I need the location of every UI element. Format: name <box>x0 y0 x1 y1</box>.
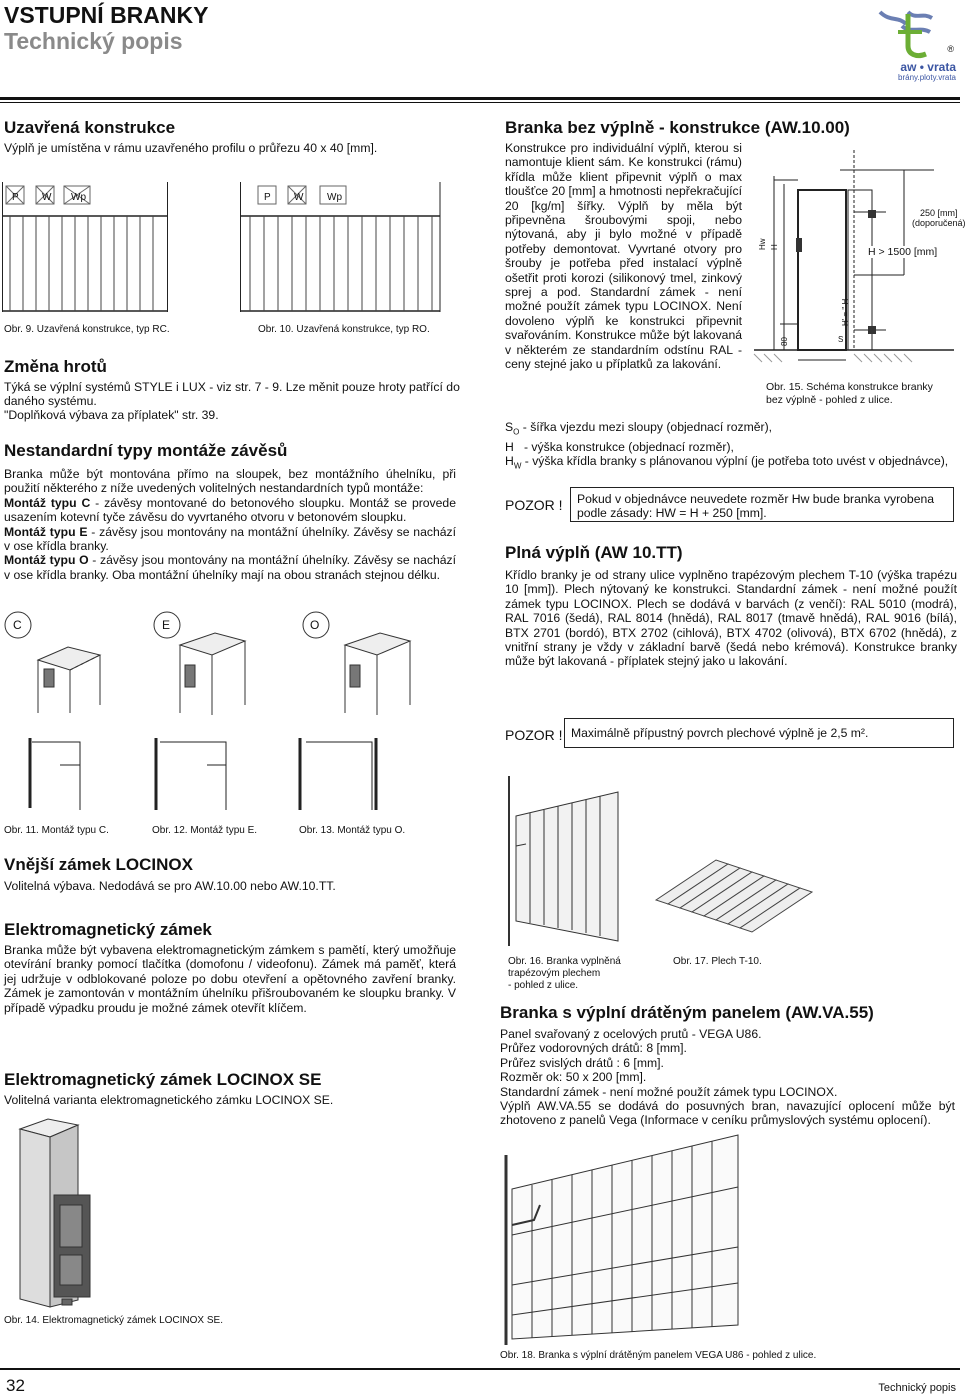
dim-250 <box>912 208 966 228</box>
lbl-80: 80 <box>780 337 789 346</box>
lock-text: Volitelná výbava. Nedodává se pro AW.10.00 nebo AW.10.TT. <box>4 879 336 893</box>
dim-h: H > 1500 [mm] <box>868 246 938 258</box>
mount-c-label: Montáž typu C <box>4 495 91 510</box>
figure-aw1000-scheme <box>754 150 966 380</box>
logo-subtext: brány.ploty.vrata <box>898 73 956 82</box>
page-number: 32 <box>6 1376 25 1395</box>
va55-line1: Panel svařovaný z ocelových prutů - VEGA U86. <box>500 1027 762 1041</box>
aw1000-text: Konstrukce pro individuální výplň, kterou si namontuje klient sám. Ke konstrukci (rámu) křídla může klient připevnit výplň o max tloušťce 20 [mm] a hmotnosti nepřekračující 20 [kg/m] šířky. Výplň by měla být připevněna šroubovými spoji, nebo nýtovaná, aby ji bylo možné v případě potřeby demontovat. Vyvrtané otvory pro šrouby je potřeba před instalací výplně ošetřit proti korozi (silikonový tmel, zinkový sprej a pod. Standardní zámek - není možné použít zámek typu LOCINOX. Není dovoleno výplň ke konstrukci připevnit svařováním. Konstrukce může být lakovaná v některém ze standardním odstínu RAL - ceny stejné jako u příplatků za lakování. <box>505 141 742 372</box>
lbl-hprime: H' = " H <box>841 298 850 326</box>
mount-figures-top <box>0 605 450 720</box>
figure-tt-gate <box>508 776 643 946</box>
def-h-text: - výška konstrukce (objednací rozměr), <box>523 439 734 454</box>
figure-t10-sheet <box>656 850 816 945</box>
va55-line2: Průřez vodorovných drátů: 8 [mm]. <box>500 1041 687 1056</box>
va55-line4: Rozměr ok: 50 x 200 [mm]. <box>500 1070 647 1085</box>
fig-label-w-ro: W <box>294 192 304 203</box>
caption-fig17: Obr. 17. Plech T-10. <box>673 956 762 967</box>
caption-fig13: Obr. 13. Montáž typu O. <box>299 825 406 836</box>
header-rule <box>0 97 960 100</box>
logo-text: aw • vrata <box>900 60 956 74</box>
def-so-text: - šířka vjezdu mezi sloupy (objednací rozměr), <box>522 420 773 434</box>
va55-line6: Výplň AW.VA.55 se dodává do posuvných bran, navazující oplocení může být zhotoveno z panelů Vega (Informace v ceníku průmyslových systému oplocení). <box>500 1099 955 1128</box>
page-subtitle: Technický popis <box>4 28 183 54</box>
caption-fig12: Obr. 12. Montáž typu E. <box>152 825 258 836</box>
dim-250-value: 250 [mm] <box>920 208 958 218</box>
caption-fig18: Obr. 18. Branka s výplní drátěným panelem VEGA U86 - pohled z ulice. <box>500 1350 817 1361</box>
figure-va55-gate <box>498 1125 748 1345</box>
fig-label-p: P <box>12 192 19 203</box>
tips-line2: daného systému. <box>4 394 97 408</box>
section-title-em-se: Elektromagnetický zámek LOCINOX SE <box>4 1070 322 1089</box>
mount-type-c <box>4 496 456 525</box>
tips-line3: "Doplňková výbava za příplatek" str. 39. <box>4 408 219 422</box>
mount-label-o: O <box>310 618 320 632</box>
footer-rule <box>0 1368 960 1370</box>
fig-label-wp-ro: Wp <box>327 192 342 203</box>
mount-type-e <box>4 525 456 554</box>
pozor-label-1: POZOR ! <box>505 497 563 513</box>
caption-fig16a: Obr. 16. Branka vyplněná <box>508 956 621 967</box>
company-logo <box>868 4 956 80</box>
mount-o-text: - závěsy jsou montovány na montážní úhelníky. Závěsy se nachází v ose křídla branky. Oba montážní úhelníky mají na obou stranách stejnou délku. <box>4 553 456 582</box>
definitions <box>505 420 955 474</box>
va55-line5: Standardní zámek - není možné použít zámek typu LOCINOX. <box>500 1084 838 1099</box>
section-title-va55: Branka s výplní drátěným panelem (AW.VA.55) <box>500 1003 874 1022</box>
caption-fig15b: bez výplně - pohled z ulice. <box>766 394 893 406</box>
va55-line3: Průřez svislých drátů : 6 [mm]. <box>500 1055 664 1070</box>
figure-closed-ro <box>240 182 440 322</box>
footer-title: Technický popis <box>878 1382 956 1394</box>
mount-figures-plan <box>0 730 450 820</box>
section-title-tips: Změna hrotů <box>4 357 107 376</box>
em-text: Branka může být vybavena elektromagnetickým zámkem s pamětí, který umožňuje otevírání branky pomocí tlačítka (domofonu / videofonu). Zámek má paměť, která jej udržuje v odblokované poloze po dobu otevření a opětovného zavření branky. Zámek je zamontován v montážním úhelníku přišroubovaném ke sloupku branky. V případě výpadku proudu je možné zámek otevřít klíčem. <box>4 943 456 1015</box>
va55-text <box>500 1027 955 1128</box>
fig-label-wp: Wp <box>71 192 86 203</box>
section-title-em: Elektromagnetický zámek <box>4 920 212 939</box>
lbl-so: S <box>838 335 844 344</box>
caption-fig16b: trapézovým plechem <box>508 968 601 979</box>
fig-label-p-ro: P <box>264 192 271 203</box>
caption-fig11: Obr. 11. Montáž typu C. <box>4 825 109 836</box>
em-se-text: Volitelná varianta elektromagnetického zámku LOCINOX SE. <box>4 1093 334 1107</box>
caption-fig15a: Obr. 15. Schéma konstrukce branky <box>766 381 933 393</box>
fig-label-w: W <box>42 192 52 203</box>
def-h: H - výška konstrukce (objednací rozměr), <box>505 439 734 454</box>
def-hw-text: - výška křídla branky s plánovanou výplní (je potřeba toto uvést v objednávce), <box>524 454 949 469</box>
section-title-tt: Plná výplň (AW 10.TT) <box>505 543 683 562</box>
mount-intro: Branka může být montována přímo na sloupek, bez montážního úhelníku, při použití některého z níže uvedených volitelných nestandardních typů montáže: <box>4 467 456 496</box>
mount-type-o <box>4 553 456 582</box>
mount-label-e: E <box>162 618 171 632</box>
lbl-h: H <box>770 244 779 250</box>
mount-c-text: - závěsy montované do betonového sloupku. Montáž se provede usazením kotevní tyče závěsu do vyvrtaného otvoru v betonovém sloupku. <box>4 495 456 525</box>
caption-fig16c: - pohled z ulice. <box>508 980 579 991</box>
pozor-label-2: POZOR ! <box>505 727 563 743</box>
lbl-hw: Hw <box>758 238 767 250</box>
closed-text: Výplň je umístěna v rámu uzavřeného profilu o průřezu 40 x 40 [mm]. <box>4 141 378 155</box>
registered-mark: ® <box>947 44 954 54</box>
section-title-mount: Nestandardní typy montáže závěsů <box>4 441 288 460</box>
header-rule-thin <box>0 102 960 103</box>
def-so: $S_O$ - šířka vjezdu mezi sloupy (objednací rozměr), <box>505 420 773 437</box>
caption-fig9: Obr. 9. Uzavřená konstrukce, typ RC. <box>4 324 170 335</box>
pozor-box-1: Pokud v objednávce neuvedete rozměr Hw bude branka vyrobena podle zásady: HW = H + 250 [mm]. <box>570 487 954 522</box>
caption-fig14: Obr. 14. Elektromagnetický zámek LOCINOX SE. <box>4 1315 223 1326</box>
section-title-aw1000: Branka bez výplně - konstrukce (AW.10.00) <box>505 118 850 137</box>
dim-250-note: (doporučená) <box>912 218 966 228</box>
def-hw: $H_W$ - výška křídla branky s plánovanou výplní (je potřeba toto uvést v objednávce), <box>505 454 949 471</box>
tips-line1: Týká se výplní systémů STYLE i LUX - viz str. 7 - 9. Lze měnit pouze hroty patřící do <box>4 380 460 394</box>
figure-closed-rc <box>2 182 177 322</box>
pozor-box-2: Maximálně přípustný povrch plechové výplně je 2,5 m². <box>564 718 954 748</box>
section-title-closed: Uzavřená konstrukce <box>4 118 176 137</box>
mount-label-c: C <box>13 618 22 632</box>
tt-text: Křídlo branky je od strany ulice vyplněno trapézovým plechem T-10 (výška trapézu 10 [mm]). Plech nýtovaný ke konstrukci. Standardní zámek - není možné použít zámek typu LOCINOX. Plech se dodává v barvách (z venčí): RAL 5010 (modrá), RAL 7016 (šedá), RAL 8014 (hnědá), RAL 8017 (tmavě hnědá), RAL 9016 (bílá), BTX 2701 (bordó), BTX 2702 (cihlová), BTX 4702 (olivová), BTX 6702 (hnědá), z vnitřní strany je vždy v základní barvě (šedá nebo krémová). Konstrukce branky může být lakovaná - příplatek stejný jako u lakování. <box>505 568 957 669</box>
figure-locinox-se <box>20 1115 110 1307</box>
caption-fig10: Obr. 10. Uzavřená konstrukce, typ RO. <box>258 324 430 335</box>
mount-e-text: - závěsy jsou montovány na montážní úhelníky. Závěsy se nachází v ose křídla branky. <box>4 524 456 554</box>
mount-o-label: Montáž typu O <box>4 553 89 568</box>
page-title: VSTUPNÍ BRANKY <box>4 2 209 28</box>
mount-text <box>4 467 456 582</box>
mount-e-label: Montáž typu E <box>4 524 88 539</box>
section-title-lock: Vnější zámek LOCINOX <box>4 855 193 874</box>
